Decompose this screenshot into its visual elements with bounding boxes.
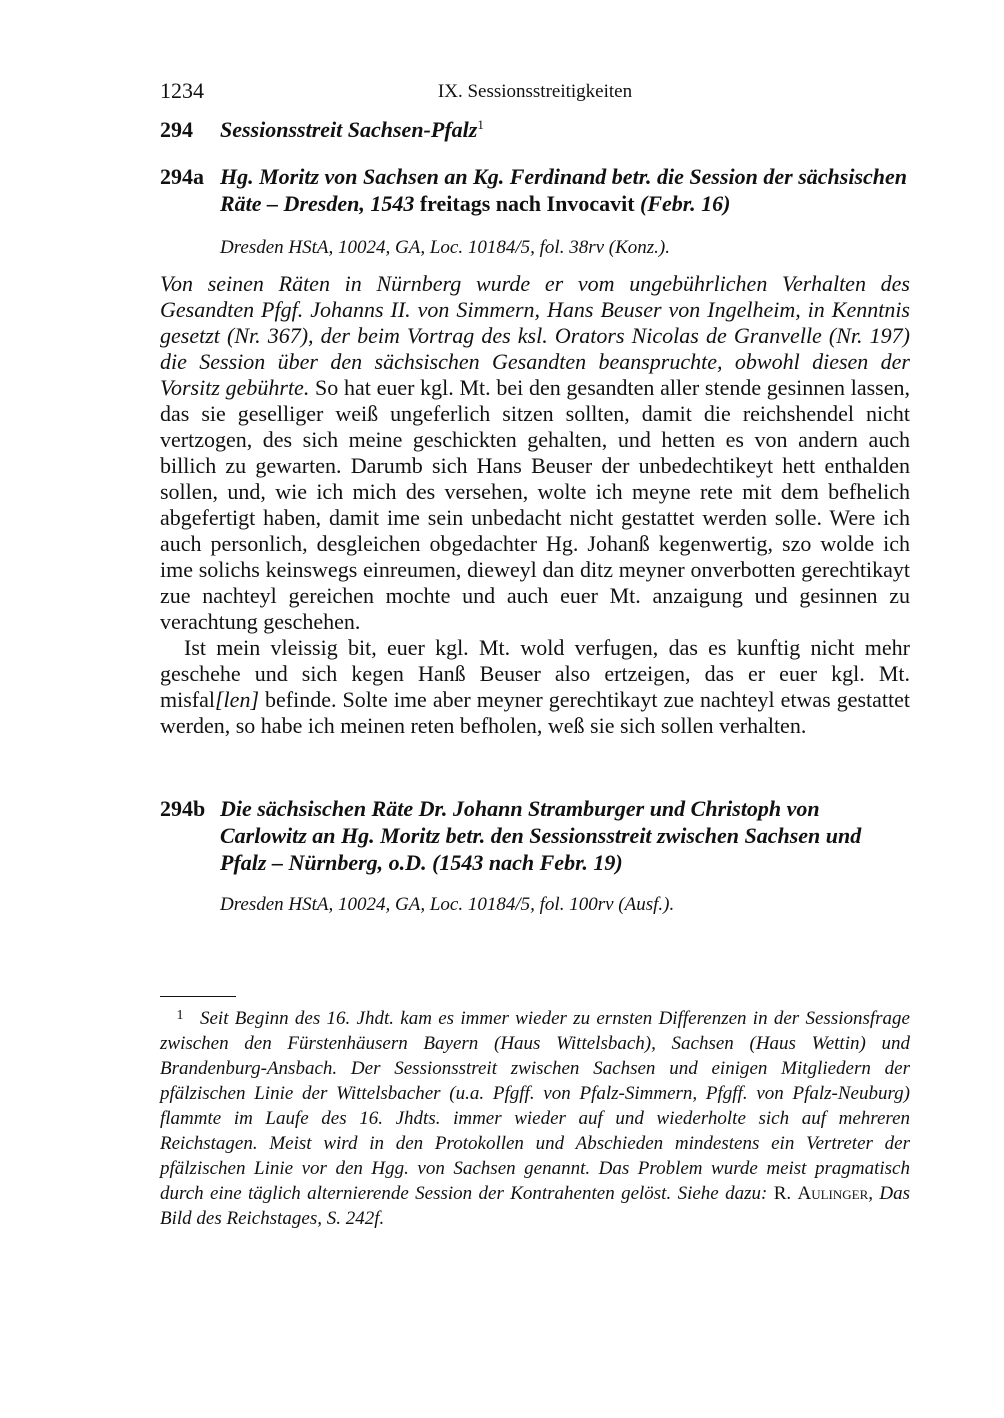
editorial-insertion: [len] [215,687,259,712]
footnote-1: 1 Seit Beginn des 16. Jhdt. kam es immer wieder zu ernsten Differenzen in der Sessionsfrage zwischen den Fürstenhäusern Bayern (Haus Wittelsbach), Sachsen (Haus Wettin) und Brandenburg-Ansbach. Der Sessionsstreit zwischen Sachsen und einigen Mitgliedern der pfälzischen Linie der Wittelsbacher (u.a. Pfgff. von Pfalz-Simmern, Pfgff. von Pfalz-Neuburg) flammte im Laufe des 16. Jhdts. immer wieder auf und wiederholte sich auf mehreren Reichstagen. Meist wird in den Protokollen und Abschieden mindestens ein Vertreter der pfälzischen Linie vor den Hgg. von Sachsen genannt. Das Problem wurde meist pragmatisch durch eine täglich alternierende Session der Kontrahenten gelöst. Siehe dazu: R. Aulinger, Das Bild des Reichstages, S. 242f. [160,1003,910,1231]
footnote-separator [160,996,236,997]
section-294a-body [160,271,910,739]
section-294b-heading [160,795,910,876]
section-294b-title: Die sächsischen Räte Dr. Johann Stramburger und Christoph von Carlowitz an Hg. Moritz betr. den Sessionsstreit zwischen Sachsen und Pfalz – Nürnberg, o.D. (1543 nach Febr. 19) [220,796,862,875]
section-294-number: 294 [160,117,193,142]
section-294-heading [160,116,910,143]
footnote-author: Aulinger [797,1183,869,1204]
paragraph-2: Ist mein vleissig bit, euer kgl. Mt. wold verfugen, das es kunftig nicht mehr geschehe und sich kegen Hanß Beuser also ertzeigen, das er euer kgl. Mt. misfal[len] befinde. Solte ime aber meyner gerechtikayt zue nachteyl etwas gestattet werden, so habe ich meinen reten befholen, weß sie sich sollen verhalten. [160,635,911,738]
section-294a-source: Dresden HStA, 10024, GA, Loc. 10184/5, fol. 38rv (Konz.). [220,237,670,258]
running-header [160,78,910,110]
footnote-work: , Das Bild des Reichstages, S. 242f. [160,1183,911,1229]
page [160,78,910,1231]
page-number: 1234 [160,78,204,103]
section-294a-number: 294a [160,164,204,189]
running-title: IX. Sessionsstreitigkeiten [437,81,633,102]
section-294-title: Sessionsstreit Sachsen-Pfalz$^1$ [220,117,484,142]
footnote-text: Seit Beginn des 16. Jhdt. kam es immer wieder zu ernsten Differenzen in der Sessionsfrage zwischen den Fürstenhäusern Bayern (Haus Wittelsbach), Sachsen (Haus Wettin) und Brandenburg-Ansbach. Der Sessionsstreit zwischen Sachsen und einigen Mitgliedern der pfälzischen Linie der Wittelsbacher (u.a. Pfgff. von Pfalz-Simmern, Pfgff. von Pfalz-Neuburg) flammte im Laufe des 16. Jhdts. immer wieder auf und wiederholte sich auf mehreren Reichstagen. Meist wird in den Protokollen und Abschieden mindestens ein Vertreter der pfälzischen Linie vor den Hgg. von Sachsen genannt. Das Problem wurde meist pragmatisch durch eine täglich alternierende Session der Kontrahenten gelöst. Siehe dazu: [160,1008,910,1204]
section-294b-number: 294b [160,796,206,821]
section-294b-source: Dresden HStA, 10024, GA, Loc. 10184/5, fol. 100rv (Ausf.). [220,894,675,915]
section-294a-heading [160,163,910,217]
editorial-summary: Von seinen Räten in Nürnberg wurde er vom ungebührlichen Verhalten des Gesandten Pfgf. Johanns II. von Simmern, Hans Beuser von Ingelheim, in Kenntnis gesetzt (Nr. 367), der beim Vortrag des ksl. Orators Nicolas de Granvelle (Nr. 197) die Session über den sächsischen Gesandten beanspruchte, obwohl diesen der Vorsitz gebührte. [160,271,910,400]
footnote-marker: 1 [176,1008,184,1023]
footnote-ref-1[interactable]: 1 [477,117,484,132]
paragraph-1 [160,271,910,635]
section-294a-title: Hg. Moritz von Sachsen an Kg. Ferdinand betr. die Session der sächsischen Räte – Dresden, 1543 freitags nach Invocavit (Febr. 16) [220,164,908,216]
document-text: So hat euer kgl. Mt. bei den gesandten aller stende gesinnen lassen, das sie geselliger weiß ungeferlich sitzen sollten, damit die reichshendel nicht vertzogen, des sich meine geschickten gehalten, und hetten es von andern auch billich zu gewarten. Darumb sich Hans Beuser der unbedechtikeyt hett enthalden sollen, und, wie ich mich des versehen, wolte ich meyne rete mit dem befhelich abgefertigt haben, damit ime sein unbedacht nicht gestattet werden solle. Were ich auch personlich, desgleichen obgedachter Hg. Johanß kegenwertig, szo wolde ich ime solichs keinswegs einreumen, dieweyl dan ditz meyner onverbotten gerechtikayt zue nachteyl gereichen mochte und auch euer Mt. anzaigung und gesinnen zu verachtung geschehen. [160,375,910,634]
